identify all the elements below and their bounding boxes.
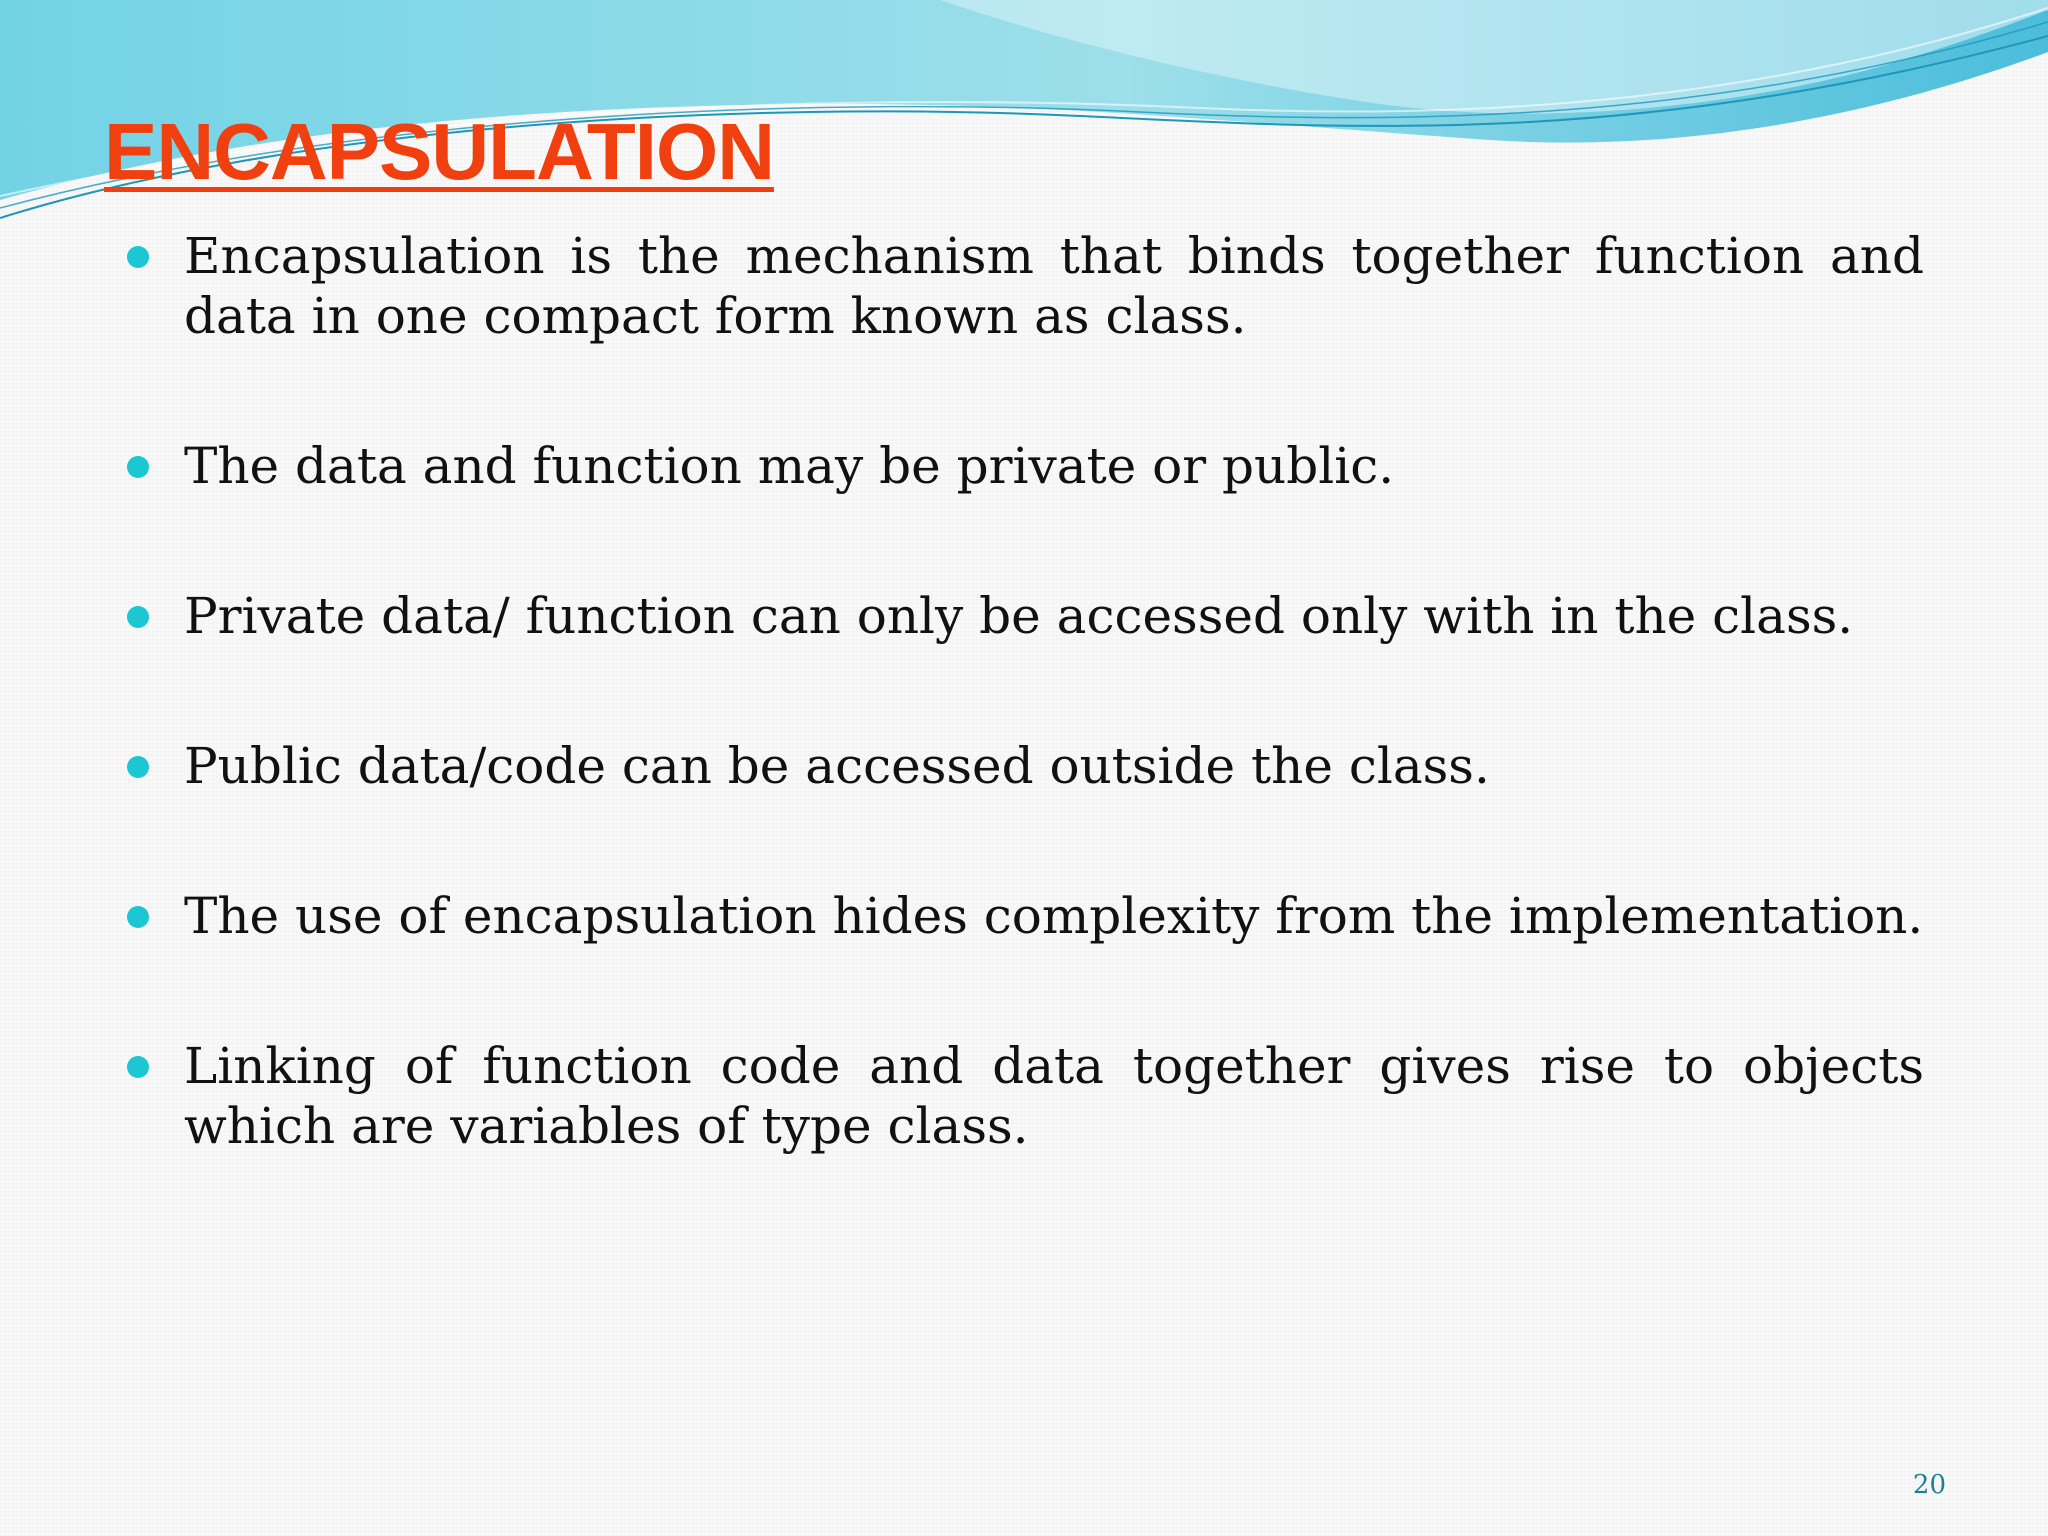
bullet-item-1 bbox=[184, 226, 1924, 346]
bullet-dot-icon bbox=[127, 246, 149, 268]
bullet-text: The use of encapsulation hides complexity from the implementation. bbox=[184, 887, 1924, 945]
bullet-text: Encapsulation is the mechanism that binds together function and data in one compact form known as class. bbox=[184, 227, 1924, 345]
bullet-dot-icon bbox=[127, 456, 149, 478]
bullet-item-2 bbox=[184, 436, 1924, 496]
bullet-dot-icon bbox=[127, 906, 149, 928]
page-number: 20 bbox=[1912, 1470, 1946, 1500]
bullet-text: The data and function may be private or public. bbox=[184, 437, 1395, 495]
bullet-item-6 bbox=[184, 1036, 1924, 1156]
slide-title: ENCAPSULATION bbox=[104, 107, 774, 196]
bullet-dot-icon bbox=[127, 1056, 149, 1078]
bullet-text: Linking of function code and data together gives rise to objects which are variables of type class. bbox=[184, 1037, 1924, 1155]
bullet-dot-icon bbox=[127, 606, 149, 628]
bullet-text: Private data/ function can only be accessed only with in the class. bbox=[184, 587, 1854, 645]
bullet-list bbox=[184, 226, 1924, 1246]
bullet-dot-icon bbox=[127, 756, 149, 778]
bullet-item-3 bbox=[184, 586, 1924, 646]
bullet-item-4 bbox=[184, 736, 1924, 796]
bullet-text: Public data/code can be accessed outside the class. bbox=[184, 737, 1490, 795]
bullet-item-5 bbox=[184, 886, 1924, 946]
